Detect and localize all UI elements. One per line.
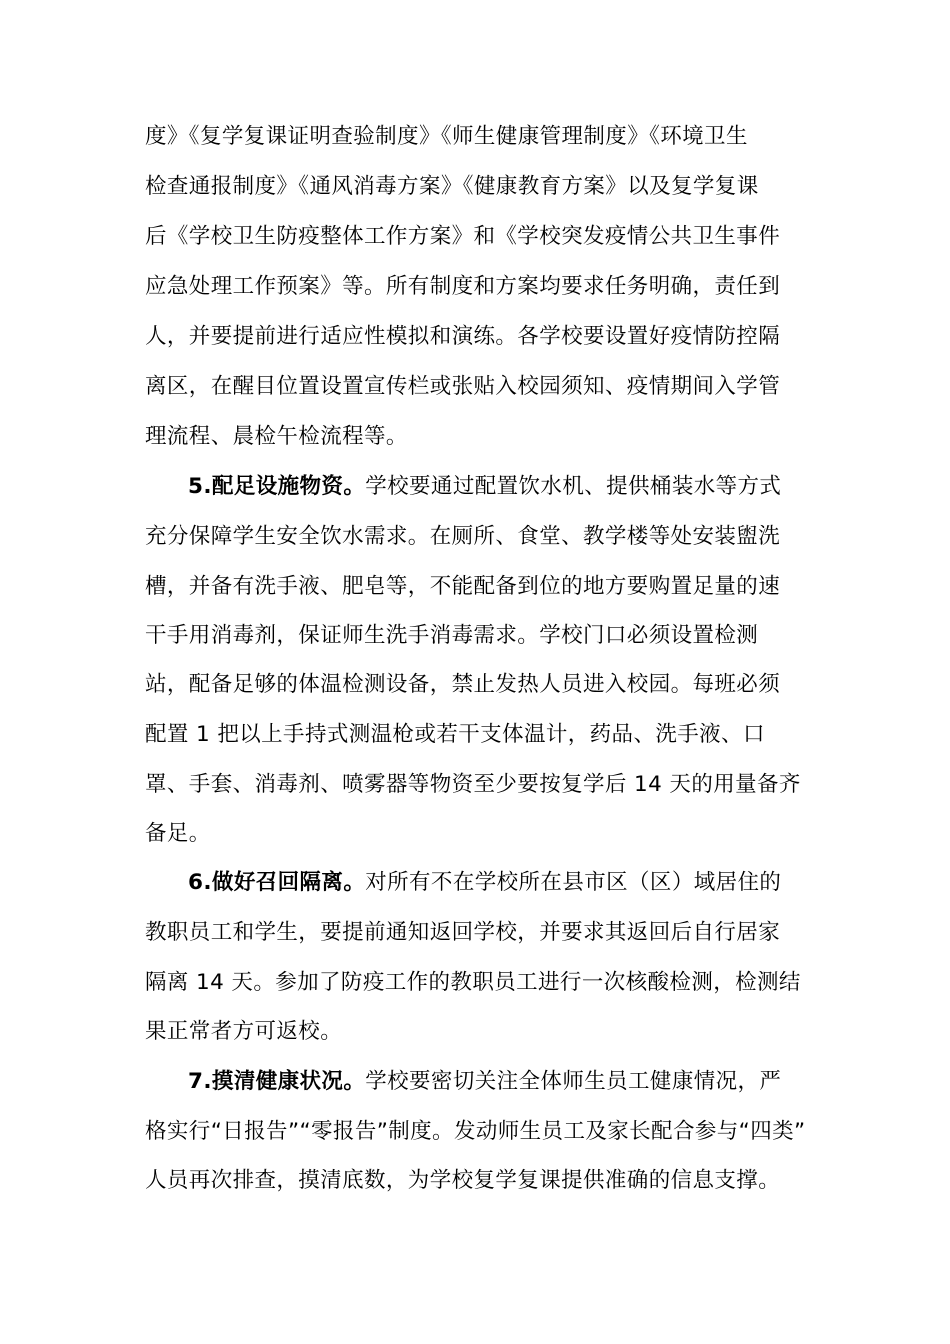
paragraph-line: 人员再次排查，摸清底数，为学校复学复课提供准确的信息支撑。 — [145, 1168, 781, 1193]
paragraph-line: 干手用消毒剂，保证师生洗手消毒需求。学校门口必须设置检测 — [145, 623, 759, 648]
paragraph-line: 度》《复学复课证明查验制度》《师生健康管理制度》《环境卫生 — [145, 124, 748, 149]
section-5-first-line — [188, 472, 781, 502]
section-6-text: 对所有不在学校所在县市区（区）域居住的 — [365, 870, 782, 895]
paragraph-line: 槽，并备有洗手液、肥皂等，不能配备到位的地方要购置足量的速 — [145, 574, 781, 599]
section-7-heading: 7.摸清健康状况。 — [188, 1069, 366, 1094]
paragraph-line: 配置 1 把以上手持式测温枪或若干支体温计，药品、洗手液、口 — [145, 722, 765, 747]
section-7-first-line — [188, 1067, 781, 1097]
paragraph-line: 离区，在醒目位置设置宣传栏或张贴入校园须知、疫情期间入学管 — [145, 374, 781, 399]
paragraph-line: 站，配备足够的体温检测设备，禁止发热人员进入校园。每班必须 — [145, 672, 781, 697]
paragraph-line: 后《学校卫生防疫整体工作方案》和《学校突发疫情公共卫生事件 — [145, 224, 781, 249]
section-6-heading: 6.做好召回隔离。 — [188, 870, 366, 895]
paragraph-line: 充分保障学生安全饮水需求。在厕所、食堂、教学楼等处安装盥洗 — [145, 524, 781, 549]
paragraph-line: 检查通报制度》《通风消毒方案》《健康教育方案》以及复学复课 — [145, 174, 759, 199]
section-7-text: 学校要密切关注全体师生员工健康情况，严 — [365, 1069, 782, 1094]
paragraph-line: 理流程、晨检午检流程等。 — [145, 424, 408, 449]
paragraph-line: 教职员工和学生，要提前通知返回学校，并要求其返回后自行居家 — [145, 920, 781, 945]
paragraph-line: 人，并要提前进行适应性模拟和演练。各学校要设置好疫情防控隔 — [145, 324, 781, 349]
section-6-first-line — [188, 868, 781, 898]
paragraph-line: 罩、手套、消毒剂、喷雾器等物资至少要按复学后 14 天的用量备齐 — [145, 772, 801, 797]
paragraph-line: 应急处理工作预案》等。所有制度和方案均要求任务明确，责任到 — [145, 274, 781, 299]
paragraph-line: 果正常者方可返校。 — [145, 1019, 343, 1044]
section-5-heading: 5.配足设施物资。 — [188, 474, 366, 499]
paragraph-line: 隔离 14 天。参加了防疫工作的教职员工进行一次核酸检测，检测结 — [145, 970, 801, 995]
paragraph-line: 格实行“日报告”“零报告”制度。发动师生员工及家长配合参与“四类” — [145, 1119, 806, 1144]
section-5-text: 学校要通过配置饮水机、提供桶装水等方式 — [365, 474, 782, 499]
paragraph-line: 备足。 — [145, 821, 211, 846]
